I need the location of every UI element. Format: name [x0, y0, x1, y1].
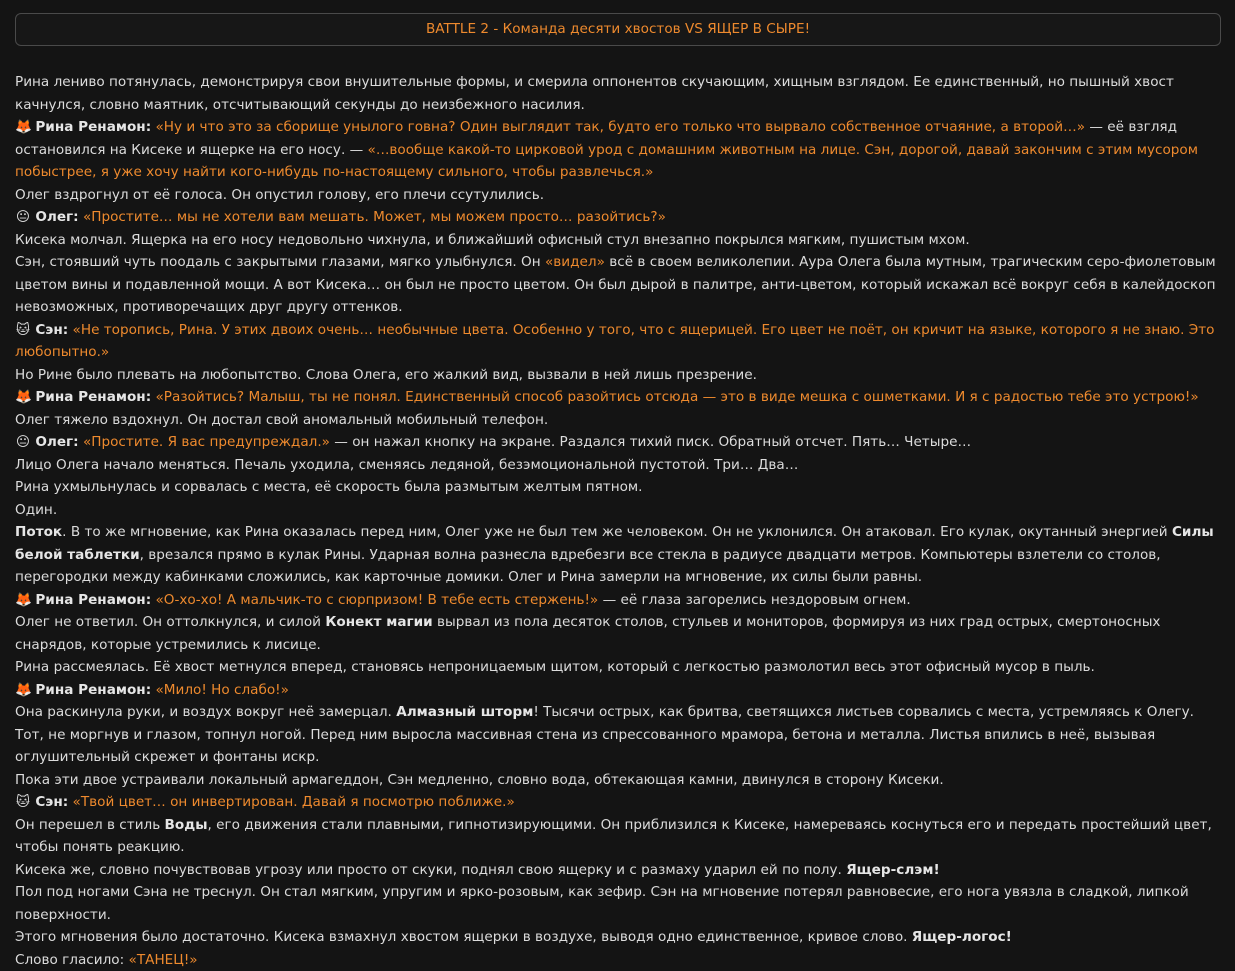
skill-name: Воды — [165, 817, 208, 833]
quote: «…вообще какой-то цирковой урод с домашним животным на лице. Сэн, дорогой, давай закончим с этим мусором побыстрее, я уже хочу найти кого-нибудь по-настоящему сильного, чтобы развлечься.» — [15, 142, 1198, 181]
narration-inline: . В то же мгновение, как Рина оказалась перед ним, Олег уже не был тем же человеком. Он не уклонился. Он атаковал. Его кулак, окутанный энергией — [62, 524, 1172, 540]
narration — [15, 521, 1225, 589]
skill-name: Поток — [15, 524, 62, 540]
narration-inline: Кисека же, словно почувствовав угрозу или просто от скуки, поднял свою ящерку и с размаху ударил ей по полу. — [15, 862, 846, 878]
dialogue-line — [15, 319, 1225, 364]
dialogue-line — [15, 386, 1225, 409]
skill-name: Силы белой таблетки — [15, 524, 1214, 563]
narration-inline: вырвал из пола десяток столов, стульев и мониторов, формируя из них град острых, смертоносных снарядов, которые устремились к лисице. — [15, 614, 1160, 653]
quote: «Простите… мы не хотели вам мешать. Может, мы можем просто… разойтись?» — [83, 209, 666, 225]
narration-inline: Он перешел в стиль — [15, 817, 165, 833]
skill-name: Ящер-логос! — [912, 929, 1012, 945]
quote: «Не торопись, Рина. У этих двоих очень… необычные цвета. Особенно у того, что с ящерицей. Его цвет не поёт, он кричит на языке, которого я не знаю. Это любопытно.» — [15, 322, 1214, 361]
narration-inline: Сэн, стоявший чуть поодаль с закрытыми глазами, мягко улыбнулся. Он — [15, 254, 545, 270]
battle-title: BATTLE 2 - Команда десяти хвостов VS ЯЩЕР В СЫРЕ! — [426, 21, 810, 37]
skill-name: Конект магии — [325, 614, 432, 630]
fox-icon: 🦊 — [15, 386, 31, 409]
narration-inline: , его движения стали плавными, гипнотизирующими. Он приблизился к Кисеке, намереваясь коснуться его и передать простейший цвет, чтобы понять реакцию. — [15, 817, 1212, 856]
dialogue-line — [15, 791, 1225, 814]
narration-inline: — её взгляд остановился на Кисеке и ящерке на его носу. — — [15, 119, 1177, 158]
dialogue-line — [15, 589, 1225, 612]
quote: «Мило! Но слабо!» — [155, 682, 288, 698]
quote: «О-хо-хо! А мальчик-то с сюрпризом! В тебе есть стержень!» — [155, 592, 598, 608]
speaker-name: Сэн: — [35, 322, 68, 338]
narration — [15, 611, 1225, 656]
quote: «Ну и что это за сборище унылого говна? Один выглядит так, будто его только что вырвало собственное отчаяние, а второй…» — [155, 119, 1085, 135]
cat-icon: 🐱 — [15, 319, 31, 342]
neutral-face-icon: 😐 — [15, 206, 31, 229]
dialogue-line — [15, 116, 1225, 184]
speaker-name: Рина Ренамон: — [35, 389, 151, 405]
narration-inline: Олег не ответил. Он оттолкнулся, и силой — [15, 614, 325, 630]
narration: Олег вздрогнул от её голоса. Он опустил голову, его плечи ссутулились. — [15, 184, 1225, 207]
speaker-name: Сэн: — [35, 794, 68, 810]
narration — [15, 926, 1225, 949]
dialogue-line — [15, 431, 1225, 454]
quote: «Твой цвет… он инвертирован. Давай я посмотрю поближе.» — [73, 794, 515, 810]
narration: Олег тяжело вздохнул. Он достал свой аномальный мобильный телефон. — [15, 409, 1225, 432]
narration-inline: , врезался прямо в кулак Рины. Ударная волна разнесла вдребезги все стекла в радиусе двадцати метров. Компьютеры взлетели со столов, перегородки между кабинками сложились, как карточные домики. Олег и Рина замерли на мгновение, их силы были равны. — [15, 547, 1161, 586]
quote: «Простите. Я вас предупреждал.» — [83, 434, 330, 450]
narration-inline: всё в своем великолепии. Аура Олега была мутным, трагическим серо-фиолетовым цветом вины и подавленной мощи. А вот Кисека… он был не просто цветом. Он был дырой в палитре, анти-цветом, который искажал всё вокруг себя в калейдоскоп невозможных, противоречащих друг другу оттенков. — [15, 254, 1216, 315]
narration: Рина ухмыльнулась и сорвалась с места, её скорость была размытым желтым пятном. — [15, 476, 1225, 499]
battle-title-bar — [15, 13, 1221, 46]
speaker-name: Олег: — [35, 434, 78, 450]
fox-icon: 🦊 — [15, 679, 31, 702]
speaker-name: Рина Ренамон: — [35, 592, 151, 608]
skill-name: Ящер-слэм! — [846, 862, 939, 878]
narration-inline: — он нажал кнопку на экране. Раздался тихий писк. Обратный отсчет. Пять… Четыре… — [330, 434, 971, 450]
narration — [15, 701, 1225, 769]
quote: «Разойтись? Малыш, ты не понял. Единственный способ разойтись отсюда — это в виде мешка с ошметками. И я с радостью тебе это устрою!» — [155, 389, 1198, 405]
dialogue-line — [15, 679, 1225, 702]
narration — [15, 251, 1225, 319]
narration: Пол под ногами Сэна не треснул. Он стал мягким, упругим и ярко-розовым, как зефир. Сэн на мгновение потерял равновесие, его нога увязла в сладкой, липкой поверхности. — [15, 881, 1225, 926]
narration: Лицо Олега начало меняться. Печаль уходила, сменяясь ледяной, безэмоциональной пустотой. Три… Два… — [15, 454, 1225, 477]
speaker-name: Рина Ренамон: — [35, 682, 151, 698]
neutral-face-icon: 😐 — [15, 431, 31, 454]
narration-inline: Слово гласило: — [15, 952, 129, 968]
narration: Кисека молчал. Ящерка на его носу недовольно чихнула, и ближайший офисный стул внезапно покрылся мягким, пушистым мхом. — [15, 229, 1225, 252]
narration-inline: ! Тысячи острых, как бритва, светящихся листьев сорвались с места, устремляясь к Олегу. Тот, не моргнув и глазом, топнул ногой. Перед ним выросла массивная стена из спрессованного мрамора, бетона и металла. Листья впились в неё, вызывая оглушительный скрежет и фонтаны искр. — [15, 704, 1194, 765]
speaker-name: Рина Ренамон: — [35, 119, 151, 135]
narration: Пока эти двое устраивали локальный армагеддон, Сэн медленно, словно вода, обтекающая камни, двинулся в сторону Кисеки. — [15, 769, 1225, 792]
quote: «ТАНЕЦ!» — [129, 952, 198, 968]
narration: Один. — [15, 499, 1225, 522]
dialogue-line — [15, 206, 1225, 229]
cat-icon: 🐱 — [15, 791, 31, 814]
narration — [15, 859, 1225, 882]
quote: «видел» — [545, 254, 605, 270]
speaker-name: Олег: — [35, 209, 78, 225]
narration: Но Рине было плевать на любопытство. Слова Олега, его жалкий вид, вызвали в ней лишь презрение. — [15, 364, 1225, 387]
narration-inline: Она раскинула руки, и воздух вокруг неё замерцал. — [15, 704, 396, 720]
narration: Рина лениво потянулась, демонстрируя свои внушительные формы, и смерила оппонентов скучающим, хищным взглядом. Ее единственный, но пышный хвост качнулся, словно маятник, отсчитывающий секунды до неизбежного насилия. — [15, 71, 1225, 116]
narration-inline: Этого мгновения было достаточно. Кисека взмахнул хвостом ящерки в воздухе, выводя одно единственное, кривое слово. — [15, 929, 912, 945]
narration — [15, 814, 1225, 859]
story-log — [15, 71, 1225, 971]
skill-name: Алмазный шторм — [396, 704, 533, 720]
fox-icon: 🦊 — [15, 589, 31, 612]
fox-icon: 🦊 — [15, 116, 31, 139]
narration-inline: — её глаза загорелись нездоровым огнем. — [598, 592, 910, 608]
narration: Рина рассмеялась. Её хвост метнулся вперед, становясь непроницаемым щитом, который с легкостью размолотил весь этот офисный мусор в пыль. — [15, 656, 1225, 679]
